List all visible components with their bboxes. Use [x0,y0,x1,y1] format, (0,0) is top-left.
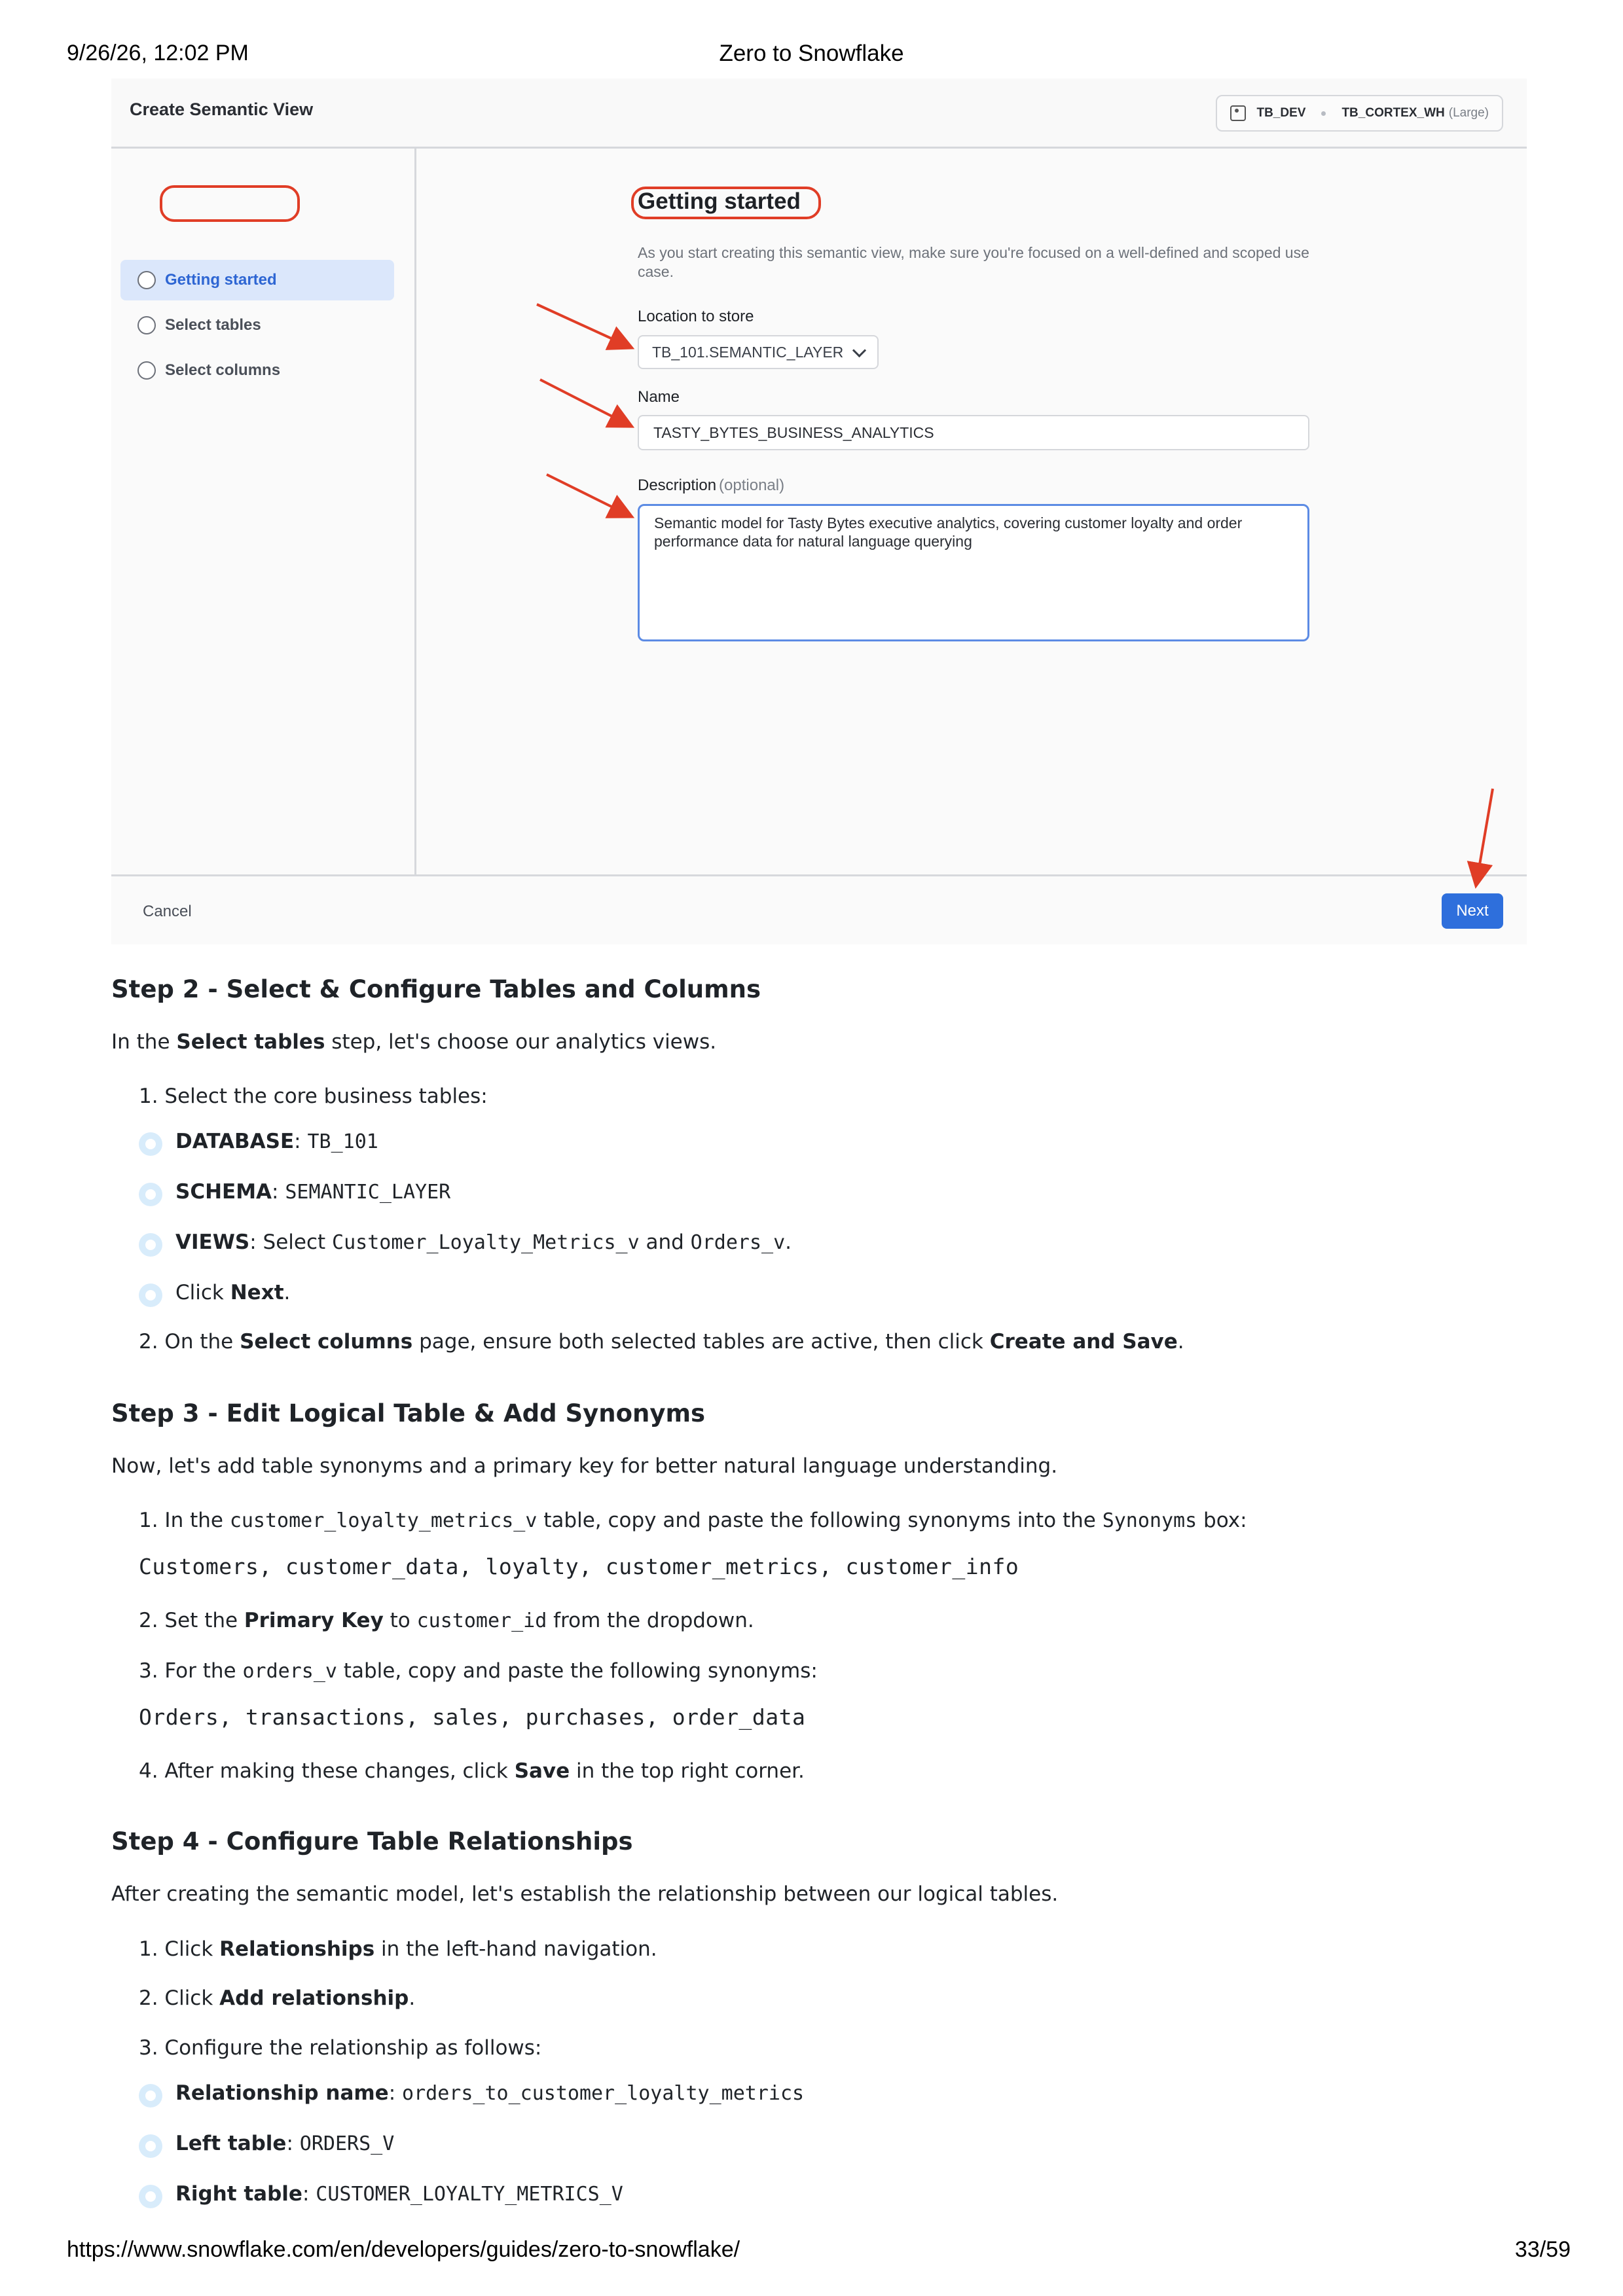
step4-bullet-relationship-name [175,2081,804,2105]
bullet-icon [139,1283,162,1307]
print-title: Zero to Snowflake [719,41,904,66]
print-datetime: 9/26/26, 12:02 PM [67,41,249,65]
role-icon [1230,105,1246,121]
radio-icon [137,271,156,289]
step4-bullet-left-table [175,2132,394,2155]
arrow-to-name [540,380,630,425]
bullet-icon [139,2185,162,2208]
annotation-circle [631,187,821,219]
cancel-button[interactable]: Cancel [143,903,192,920]
text: . [283,1281,291,1304]
role-name: TB_DEV [1256,106,1306,120]
text-bold: DATABASE [175,1130,295,1153]
location-value: TB_101.SEMANTIC_LAYER [652,343,844,361]
step-label: Select columns [165,361,281,379]
text: : [388,2081,403,2105]
step2-item2 [139,1330,1184,1354]
text-bold: Left table [175,2132,287,2155]
text-bold: Next [230,1281,284,1304]
code: ORDERS_V [299,2132,395,2155]
code: orders_v [242,1660,337,1683]
text: . [409,1986,416,2010]
code: customer_loyalty_metrics_v [229,1509,538,1532]
text: : [286,2132,300,2155]
text-bold: VIEWS [175,1230,250,1254]
help-text: As you start creating this semantic view, make sure you're focused on a well-defined and scoped use case. [638,244,1309,280]
code: customer_id [416,1609,547,1632]
text: 1. In the [139,1509,230,1532]
text: in the top right corner. [570,1759,805,1783]
text: table, copy and paste the following synonyms: [337,1659,818,1683]
step2-heading: Step 2 - Select & Configure Tables and Columns [111,975,761,1003]
step4-item3: 3. Configure the relationship as follows: [139,2036,542,2060]
separator-dot [1321,111,1326,116]
step4-item2 [139,1986,415,2010]
arrow-to-description [547,475,630,516]
bullet-icon [139,1183,162,1206]
step-getting-started[interactable] [120,260,394,300]
dialog-header [111,79,1527,149]
text: 3. For the [139,1659,243,1683]
text: table, copy and paste the following synonyms into the [537,1509,1103,1532]
location-label: Location to store [638,308,754,325]
radio-icon [137,361,156,380]
code: Orders_v [690,1231,786,1254]
text: : Select [249,1230,333,1254]
text: box: [1197,1509,1247,1532]
annotation-circle [160,185,300,222]
text-bold: Add relationship [219,1986,409,2010]
step-label: Select tables [165,316,261,334]
print-header [0,0,1623,79]
step4-heading: Step 4 - Configure Table Relationships [111,1827,633,1856]
text-bold: Select columns [240,1330,413,1354]
warehouse-size: (Large) [1448,106,1489,120]
bullet-icon [139,2084,162,2108]
step2-bullet-schema [175,1180,450,1204]
location-select[interactable] [638,335,879,369]
code: orders_to_customer_loyalty_metrics [402,2082,805,2105]
dialog-title: Create Semantic View [130,99,314,119]
step3-item3 [139,1659,818,1683]
print-url[interactable]: https://www.snowflake.com/en/developers/guides/zero-to-snowflake/ [67,2237,740,2262]
code: TB_101 [307,1130,378,1153]
step-label: Getting started [165,271,277,289]
text: to [383,1609,417,1632]
text: . [785,1230,792,1254]
text-bold: Relationship name [175,2081,389,2105]
step2-bullet-views [175,1230,792,1254]
description-value: Semantic model for Tasty Bytes executive analytics, covering customer loyalty and order performance data for natural language querying [654,514,1243,550]
name-value: TASTY_BYTES_BUSINESS_ANALYTICS [653,423,934,441]
print-page-number: 33/59 [1514,2237,1571,2262]
text: page, ensure both selected tables are active, then click [412,1330,990,1354]
text: : [302,2182,316,2206]
description-label-text: Description [638,476,717,494]
text: from the dropdown. [547,1609,754,1632]
chevron-down-icon [852,344,866,357]
code: SEMANTIC_LAYER [285,1181,451,1204]
step2-bullet-next [175,1281,290,1304]
code: Customer_Loyalty_Metrics_v [332,1231,640,1254]
dialog-footer [111,874,1527,944]
step3-heading: Step 3 - Edit Logical Table & Add Synonyms [111,1399,706,1427]
text-bold: Select tables [176,1030,325,1054]
step-select-tables[interactable] [120,305,394,346]
step2-bullet-database [175,1130,378,1153]
text-bold: Primary Key [244,1609,384,1632]
synonyms-code-1: Customers, customer_data, loyalty, customer_metrics, customer_info [139,1554,1019,1579]
text: step, let's choose our analytics views. [325,1030,717,1054]
context-selector[interactable] [1216,95,1503,132]
optional-tag: (optional) [719,476,785,494]
code: Synonyms [1102,1509,1197,1532]
bullet-icon [139,2134,162,2158]
step2-item1: 1. Select the core business tables: [139,1085,488,1108]
bullet-icon [139,1132,162,1156]
wizard-steps [111,149,416,875]
step3-item2 [139,1609,754,1632]
text-bold: Save [514,1759,570,1783]
text-bold: SCHEMA [175,1180,272,1204]
text: in the left-hand navigation. [374,1937,657,1961]
text: . [1177,1330,1184,1354]
text: Click [175,1281,230,1304]
step4-item1 [139,1937,657,1961]
text: 2. Set the [139,1609,244,1632]
text-bold: Right table [175,2182,302,2206]
next-button[interactable]: Next [1442,893,1503,929]
text: : [272,1180,285,1204]
step2-intro [111,1030,716,1054]
text: 1. Click [139,1937,220,1961]
text: 4. After making these changes, click [139,1759,515,1783]
step-select-columns[interactable] [120,350,394,391]
text: and [639,1230,691,1254]
warehouse-name: TB_CORTEX_WH [1341,106,1445,120]
text: 2. On the [139,1330,240,1354]
description-field[interactable] [638,504,1309,641]
description-label [638,476,784,495]
text: 2. Click [139,1986,220,2010]
arrow-to-next [1476,789,1493,884]
step4-bullet-right-table [175,2182,623,2206]
page-title: Getting started [638,188,801,214]
semantic-view-screenshot [111,79,1527,942]
arrow-to-location [537,304,630,347]
text: : [294,1130,308,1153]
text-bold: Relationships [219,1937,375,1961]
step4-intro: After creating the semantic model, let's establish the relationship between our logical tables. [111,1882,1059,1906]
text: In the [111,1030,177,1054]
step3-item4 [139,1759,805,1783]
bullet-icon [139,1233,162,1257]
step3-intro: Now, let's add table synonyms and a primary key for better natural language understanding. [111,1454,1058,1478]
name-label: Name [638,388,680,406]
code: CUSTOMER_LOYALTY_METRICS_V [316,2183,623,2206]
text-bold: Create and Save [989,1330,1178,1354]
synonyms-code-2: Orders, transactions, sales, purchases, order_data [139,1704,806,1730]
radio-icon [137,316,156,334]
name-field[interactable] [638,415,1309,450]
step3-item1 [139,1509,1247,1532]
